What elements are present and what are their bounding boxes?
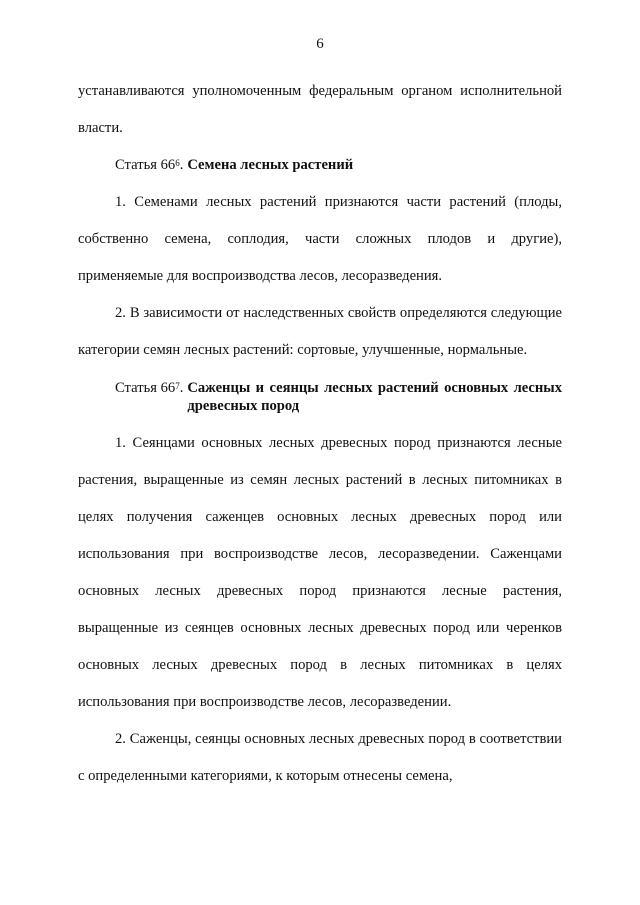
- document-body: [78, 73, 562, 795]
- article-title: Саженцы и сеянцы лесных растений основных лесных древесных пород: [187, 380, 562, 414]
- article-title: Семена лесных растений: [187, 157, 354, 173]
- article-label: Статья $66^7$.: [115, 380, 184, 396]
- article-66-6-heading: [78, 147, 562, 184]
- page-number: 6: [316, 36, 324, 52]
- paragraph-seedlings-definition: 1. Сеянцами основных лесных древесных пород признаются лесные растения, выращенные из семян лесных растений в лесных питомниках в целях получения саженцев основных лесных древесных пород или использования при воспроизводстве лесов, лесоразведении. Саженцами основных лесных древесных пород признаются лесные растения, выращенные из сеянцев основных лесных древесных пород или черенков основных лесных древесных пород в лесных питомниках в целях использования при воспроизводстве лесов, лесоразведении.: [78, 435, 562, 710]
- article-66-7-heading: [78, 369, 562, 425]
- article-superscript: 6: [175, 158, 180, 168]
- article-superscript: 7: [175, 381, 180, 391]
- paragraph-seedlings-categories: 2. Саженцы, сеянцы основных лесных древесных пород в соответствии с определенными категориями, к которым отнесены семена,: [78, 731, 562, 784]
- paragraph-seed-categories: 2. В зависимости от наследственных свойств определяются следующие категории семян лесных растений: сортовые, улучшенные, нормальные.: [78, 305, 562, 358]
- paragraph-continuation: устанавливаются уполномоченным федеральным органом исполнительной власти.: [78, 83, 562, 136]
- article-label: Статья $66^6$.: [115, 157, 184, 173]
- paragraph-seeds-definition: 1. Семенами лесных растений признаются части растений (плоды, собственно семена, соплодия, части сложных плодов и другие), применяемые для воспроизводства лесов, лесоразведения.: [78, 194, 562, 284]
